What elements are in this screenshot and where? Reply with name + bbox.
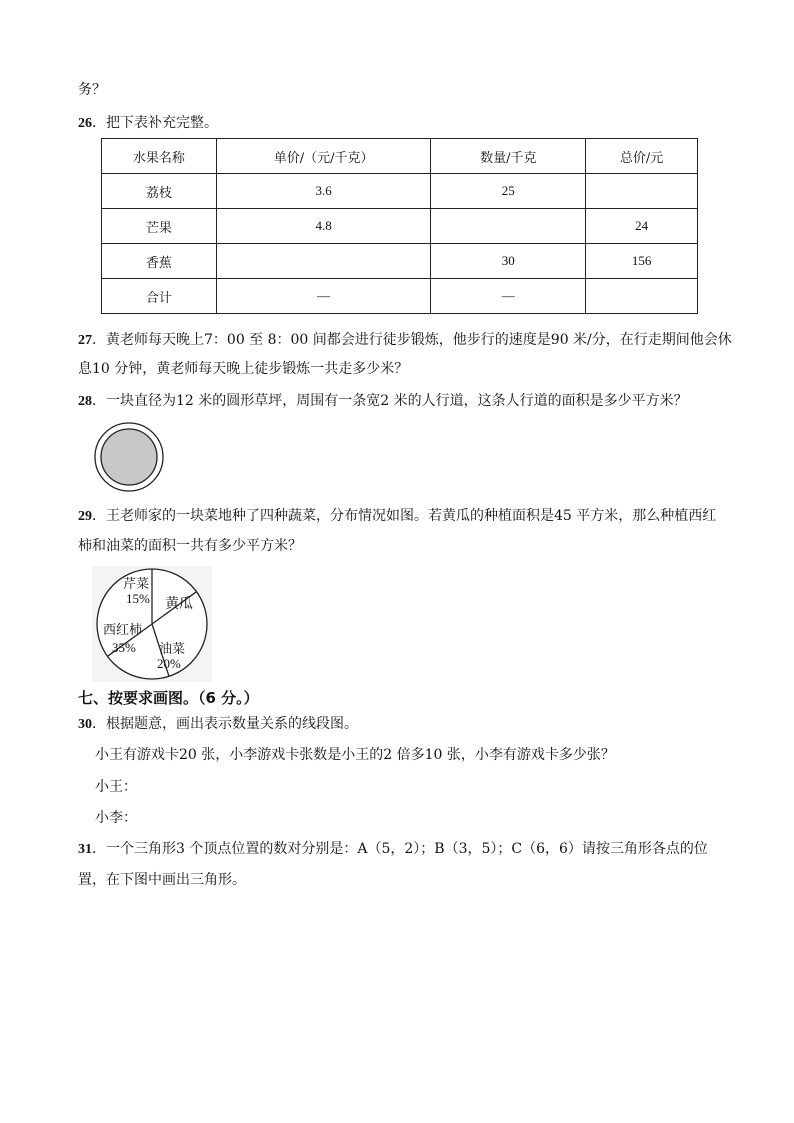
question-number: 31 [78, 842, 92, 857]
table-row [102, 174, 698, 209]
pie-pct-rape: 20% [157, 656, 181, 671]
header-cell: 数量/千克 [431, 139, 586, 174]
table-cell: — [216, 279, 431, 314]
table-cell: 156 [586, 244, 698, 279]
question-31-line2: 置，在下图中画出三角形。 [78, 872, 246, 888]
table-cell: 香蕉 [102, 244, 217, 279]
top-fragment: 务？ [78, 82, 106, 98]
question-text: ．一个三角形3 个顶点位置的数对分别是：A（5，2）；B（3，5）；C（6，6）请按三角形各点的位 [92, 841, 708, 857]
table-cell [586, 279, 698, 314]
pie-pct-tomato: 35% [112, 640, 136, 655]
table-cell: — [431, 279, 586, 314]
table-cell: 4.8 [216, 209, 431, 244]
question-30 [78, 714, 358, 735]
question-text: ．黄老师每天晚上7：00 至 8：00 间都会进行徒步锻炼，他步行的速度是90 米/分，在行走期间他会休 [92, 332, 732, 348]
question-number: 27 [78, 333, 92, 348]
question-29-line1 [78, 506, 716, 527]
question-31-line1 [78, 839, 708, 860]
table-cell: 24 [586, 209, 698, 244]
label-xiaowang: 小王： [95, 779, 137, 795]
table-header-row [102, 139, 698, 174]
table-cell [216, 244, 431, 279]
question-number: 28 [78, 394, 92, 409]
table-row [102, 209, 698, 244]
question-number: 30 [78, 717, 92, 732]
question-number: 26 [78, 116, 92, 131]
question-28 [78, 391, 688, 412]
question-30-problem: 小王有游戏卡20 张，小李游戏卡张数是小王的2 倍多10 张，小李有游戏卡多少张？ [95, 747, 615, 763]
table-cell [431, 209, 586, 244]
fruit-price-table [101, 138, 698, 314]
question-text: ．根据题意，画出表示数量关系的线段图。 [92, 716, 358, 732]
table-cell: 荔枝 [102, 174, 217, 209]
section-7-heading: 七、按要求画图。（6 分。） [78, 689, 259, 707]
question-29-line2: 柿和油菜的面积一共有多少平方米？ [78, 538, 302, 554]
pie-label-rape: 油菜 [159, 642, 186, 657]
question-text: ．把下表补充完整。 [92, 115, 218, 131]
label-xiaoli: 小李： [95, 810, 137, 826]
table-cell: 25 [431, 174, 586, 209]
header-cell: 总价/元 [586, 139, 698, 174]
question-number: 29 [78, 509, 92, 524]
pie-pct-celery: 15% [126, 591, 150, 606]
question-26 [78, 113, 218, 134]
question-text: ．一块直径为12 米的圆形草坪，周围有一条宽2 米的人行道，这条人行道的面积是多少平方米？ [92, 393, 688, 409]
question-text: ．王老师家的一块菜地种了四种蔬菜，分布情况如图。若黄瓜的种植面积是45 平方米，那么种植西红 [92, 508, 717, 524]
table-cell: 芒果 [102, 209, 217, 244]
table-cell: 合计 [102, 279, 217, 314]
table-cell [586, 174, 698, 209]
table-row [102, 244, 698, 279]
grass-inner-circle [101, 429, 157, 485]
question-27-line1 [78, 330, 732, 351]
pie-label-celery: 芹菜 [123, 577, 150, 592]
table-cell: 30 [431, 244, 586, 279]
table-cell: 3.6 [216, 174, 431, 209]
question-27-line2: 息10 分钟，黄老师每天晚上徒步锻炼一共走多少米？ [78, 361, 409, 377]
pie-label-cucumber: 黄瓜 [165, 596, 193, 612]
table-row [102, 279, 698, 314]
pie-label-tomato: 西红柿 [103, 623, 143, 638]
header-cell: 水果名称 [102, 139, 217, 174]
vegetable-pie-chart [92, 566, 212, 682]
walkway-outer-circle [95, 423, 163, 491]
header-cell: 单价/（元/千克） [216, 139, 431, 174]
